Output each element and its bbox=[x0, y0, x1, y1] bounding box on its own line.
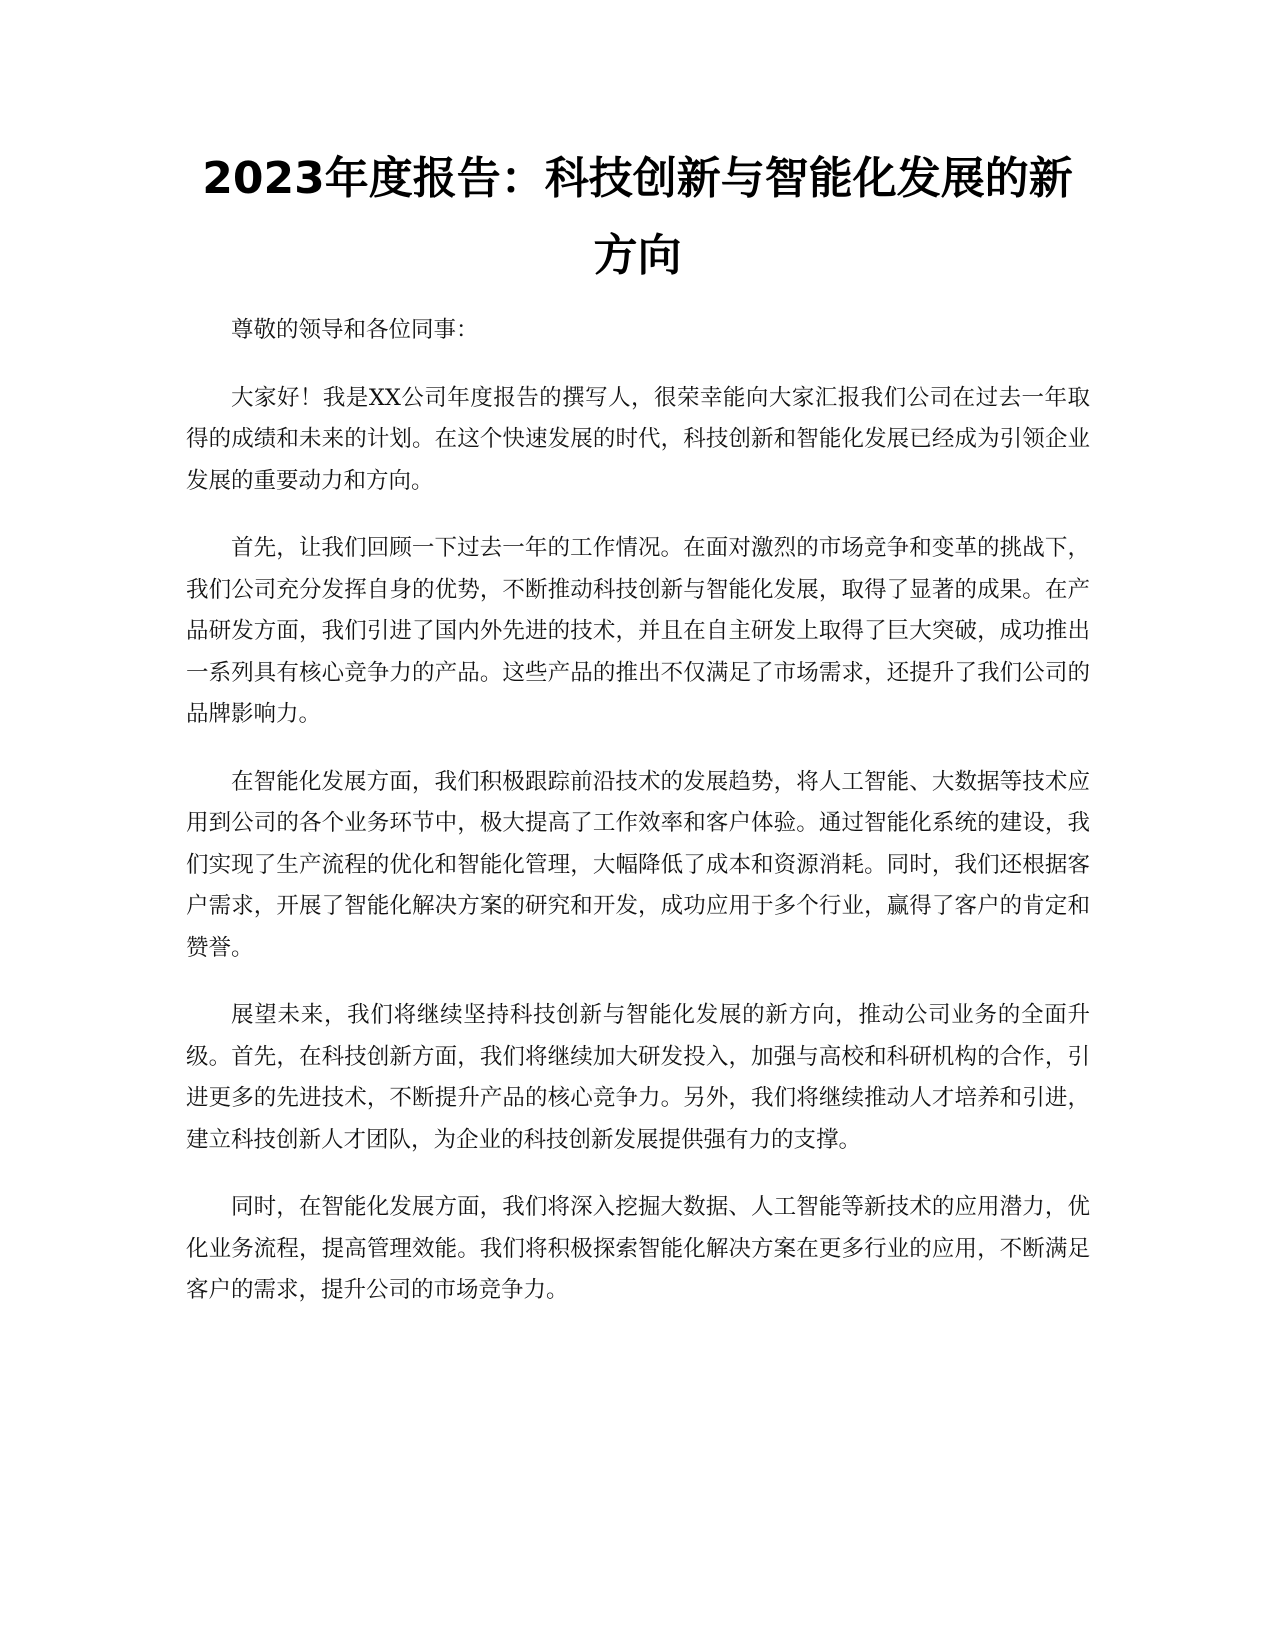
paragraph-1: 大家好！我是XX公司年度报告的撰写人，很荣幸能向大家汇报我们公司在过去一年取得的成绩和未来的计划。在这个快速发展的时代，科技创新和智能化发展已经成为引领企业发展的重要动力和方向。 bbox=[186, 384, 1090, 494]
paragraph-5: 同时，在智能化发展方面，我们将深入挖掘大数据、人工智能等新技术的应用潜力，优化业务流程，提高管理效能。我们将积极探索智能化解决方案在更多行业的应用，不断满足客户的需求，提升公司的市场竞争力。 bbox=[186, 1194, 1090, 1303]
document-body bbox=[186, 310, 1090, 1338]
paragraph-3: 在智能化发展方面，我们积极跟踪前沿技术的发展趋势，将人工智能、大数据等技术应用到公司的各个业务环节中，极大提高了工作效率和客户体验。通过智能化系统的建设，我们实现了生产流程的优化和智能化管理，大幅降低了成本和资源消耗。同时，我们还根据客户需求，开展了智能化解决方案的研究和开发，成功应用于多个行业，赢得了客户的肯定和赞誉。 bbox=[186, 768, 1090, 961]
salutation: 尊敬的领导和各位同事： bbox=[231, 317, 479, 343]
document-title: 2023年度报告：科技创新与智能化发展的新方向 bbox=[202, 153, 1073, 281]
paragraph-2: 首先，让我们回顾一下过去一年的工作情况。在面对激烈的市场竞争和变革的挑战下，我们公司充分发挥自身的优势，不断推动科技创新与智能化发展，取得了显著的成果。在产品研发方面，我们引进了国内外先进的技术，并且在自主研发上取得了巨大突破，成功推出一系列具有核心竞争力的产品。这些产品的推出不仅满足了市场需求，还提升了我们公司的品牌影响力。 bbox=[186, 535, 1090, 727]
paragraph-4: 展望未来，我们将继续坚持科技创新与智能化发展的新方向，推动公司业务的全面升级。首先，在科技创新方面，我们将继续加大研发投入，加强与高校和科研机构的合作，引进更多的先进技术，不断提升产品的核心竞争力。另外，我们将继续推动人才培养和引进，建立科技创新人才团队，为企业的科技创新发展提供强有力的支撑。 bbox=[186, 1002, 1090, 1153]
